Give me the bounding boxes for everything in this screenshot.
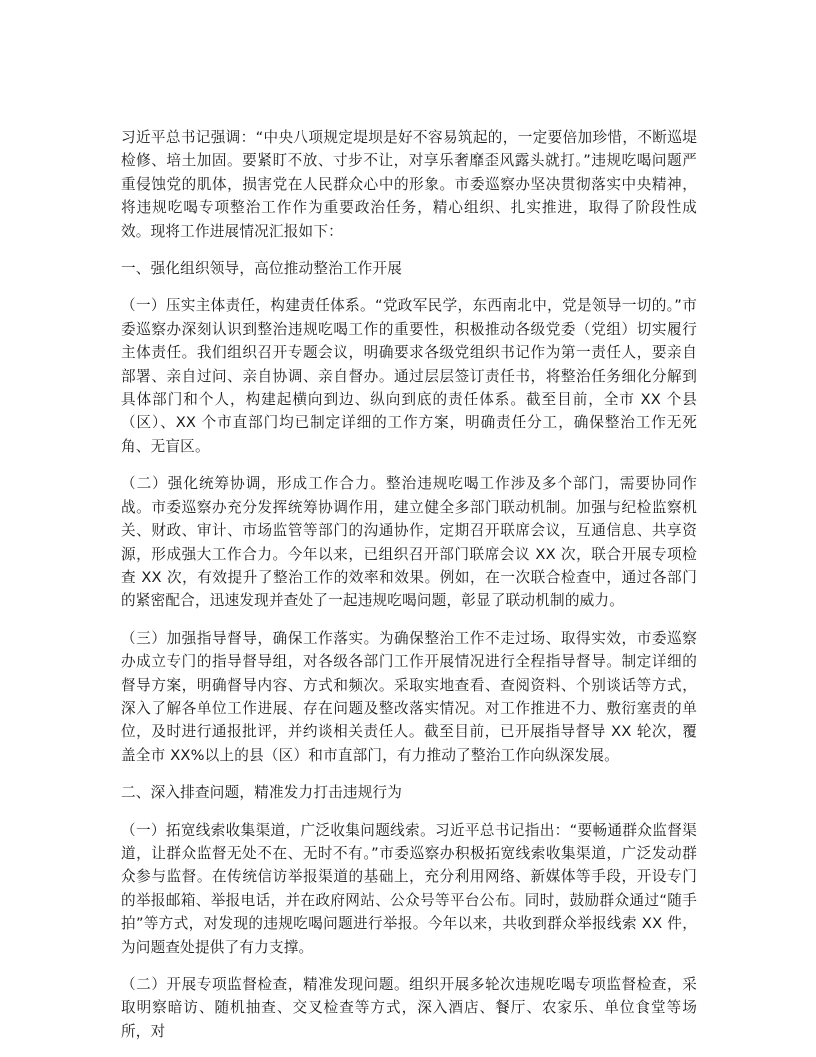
- section-2-heading: 二、深入排查问题，精准发力打击违规行为: [121, 784, 403, 802]
- document-page: [121, 126, 697, 1057]
- section-1-paragraph-1: （一）压实主体责任，构建责任体系。“党政军民学，东西南北中，党是领导一切的。”市委巡察办深刻认识到整治违规吃喝工作的重要性，积极推动各级党委（党组）切实履行主体责任。我们组织召开专题会议，明确要求各级党组织书记作为第一责任人，要亲自部署、亲自过问、亲自协调、亲自督办。通过层层签订责任书，将整治任务细化分解到具体部门和个人，构建起横向到边、纵向到底的责任体系。截至目前，全市 XX 个县（区）、XX 个市直部门均已制定详细的工作方案，明确责任分工，确保整治工作无死角、无盲区。: [121, 297, 697, 455]
- section-1-heading: 一、强化组织领导，高位推动整治工作开展: [121, 260, 403, 278]
- section-2-paragraph-1: （一）拓宽线索收集渠道，广泛收集问题线索。习近平总书记指出：“要畅通群众监督渠道，让群众监督无处不在、无时不有。”市委巡察办积极拓宽线索收集渠道，广泛发动群众参与监督。在传统信访举报渠道的基础上，充分利用网络、新媒体等手段，开设专门的举报邮箱、举报电话，并在政府网站、公众号等平台公布。同时，鼓励群众通过“随手拍”等方式，对发现的违规吃喝问题进行举报。今年以来，共收到群众举报线索 XX 件，为问题查处提供了有力支撑。: [121, 821, 697, 956]
- section-1-paragraph-3: （三）加强指导督导，确保工作落实。为确保整治工作不走过场、取得实效，市委巡察办成立专门的指导督导组，对各级各部门工作开展情况进行全程指导督导。制定详细的督导方案，明确督导内容、方式和频次。采取实地查看、查阅资料、个别谈话等方式，深入了解各单位工作进展、存在问题及整改落实情况。对工作推进不力、敷衍塞责的单位，及时进行通报批评，并约谈相关责任人。截至目前，已开展指导督导 XX 轮次，覆盖全市 XX%以上的县（区）和市直部门，有力推动了整治工作向纵深发展。: [121, 629, 697, 764]
- section-2-paragraph-2: （二）开展专项监督检查，精准发现问题。组织开展多轮次违规吃喝专项监督检查，采取明察暗访、随机抽查、交叉检查等方式，深入酒店、餐厅、农家乐、单位食堂等场所，对: [121, 976, 697, 1040]
- section-1-paragraph-2: （二）强化统筹协调，形成工作合力。整治违规吃喝工作涉及多个部门，需要协同作战。市委巡察办充分发挥统筹协调作用，建立健全多部门联动机制。加强与纪检监察机关、财政、审计、市场监管等部门的沟通协作，定期召开联席会议，互通信息、共享资源，形成强大工作合力。今年以来，已组织召开部门联席会议 XX 次，联合开展专项检查 XX 次，有效提升了整治工作的效率和效果。例如，在一次联合检查中，通过各部门的紧密配合，迅速发现并查处了一起违规吃喝问题，彰显了联动机制的威力。: [121, 475, 697, 610]
- intro-paragraph: 习近平总书记强调：“中央八项规定堤坝是好不容易筑起的，一定要倍加珍惜，不断巡堤检修、培土加固。要紧盯不放、寸步不让，对享乐奢靡歪风露头就打。”违规吃喝问题严重侵蚀党的肌体，损害党在人民群众心中的形象。市委巡察办坚决贯彻落实中央精神，将违规吃喝专项整治工作作为重要政治任务，精心组织、扎实推进，取得了阶段性成效。现将工作进展情况汇报如下：: [121, 129, 697, 240]
